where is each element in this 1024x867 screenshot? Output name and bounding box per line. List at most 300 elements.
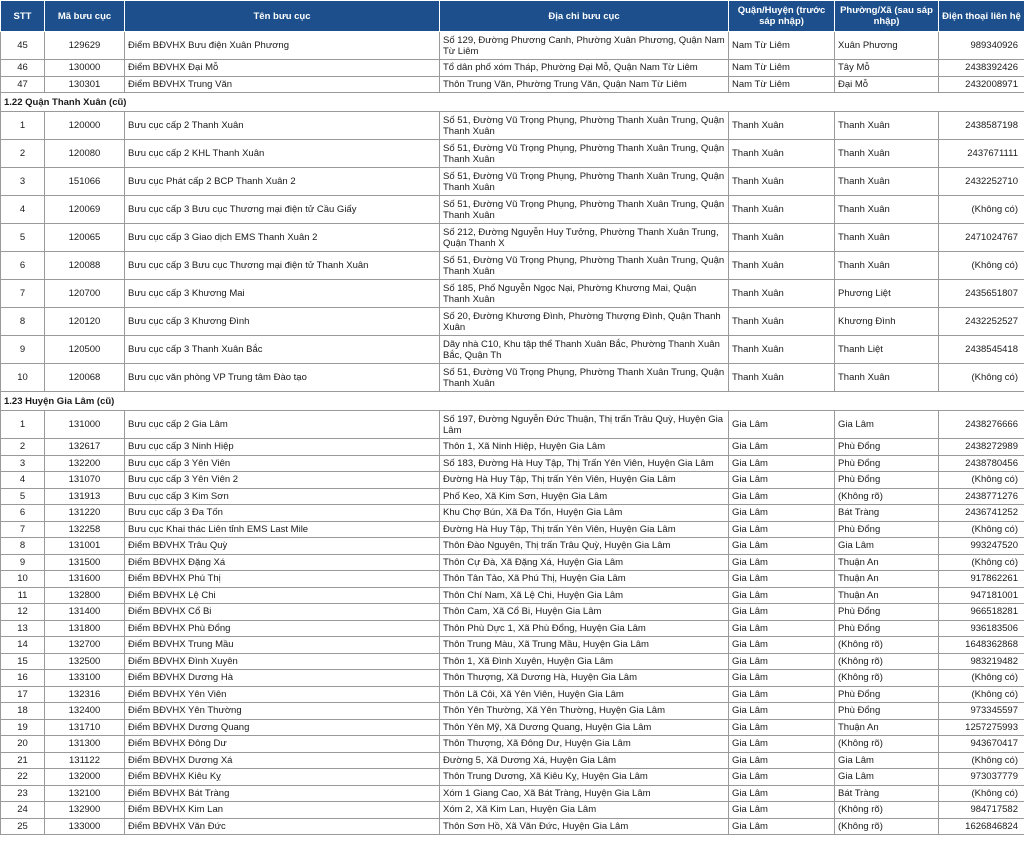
- table-row: [1, 112, 1024, 140]
- cell-address: Thôn Thượng, Xã Đông Dư, Huyện Gia Lâm: [440, 736, 729, 753]
- cell-ward: Phù Đổng: [835, 620, 939, 637]
- cell-stt: 15: [1, 653, 45, 670]
- cell-address: Xóm 1 Giang Cao, Xã Bát Tràng, Huyện Gia Lâm: [440, 785, 729, 802]
- cell-phone: 989340926: [939, 32, 1024, 60]
- cell-ward: Thanh Xuân: [835, 224, 939, 252]
- cell-phone: 2438392426: [939, 60, 1024, 77]
- table-row: [1, 439, 1024, 456]
- cell-name: Bưu cục cấp 3 Khương Mai: [125, 280, 440, 308]
- cell-address: Thôn Trung Văn, Phường Trung Văn, Quận Nam Từ Liêm: [440, 76, 729, 93]
- cell-district: Gia Lâm: [729, 538, 835, 555]
- cell-ward: Xuân Phương: [835, 32, 939, 60]
- cell-code: 131122: [45, 752, 125, 769]
- cell-phone: 1626846824: [939, 818, 1024, 835]
- cell-phone: (Không có): [939, 364, 1024, 392]
- cell-stt: 9: [1, 336, 45, 364]
- cell-district: Thanh Xuân: [729, 280, 835, 308]
- cell-district: Gia Lâm: [729, 752, 835, 769]
- table-row: [1, 140, 1024, 168]
- cell-code: 132800: [45, 587, 125, 604]
- cell-district: Gia Lâm: [729, 670, 835, 687]
- cell-name: Bưu cục cấp 3 Yên Viên 2: [125, 472, 440, 489]
- cell-district: Thanh Xuân: [729, 168, 835, 196]
- cell-ward: Phù Đổng: [835, 604, 939, 621]
- table-row: [1, 168, 1024, 196]
- cell-district: Gia Lâm: [729, 703, 835, 720]
- cell-address: Tổ dân phố xóm Tháp, Phường Đại Mỗ, Quận Nam Từ Liêm: [440, 60, 729, 77]
- table-row: [1, 308, 1024, 336]
- cell-name: Điểm BĐVHX Đình Xuyên: [125, 653, 440, 670]
- header-ward: Phường/Xã (sau sáp nhập): [835, 1, 939, 32]
- cell-name: Bưu cục Khai thác Liên tỉnh EMS Last Mile: [125, 521, 440, 538]
- cell-stt: 47: [1, 76, 45, 93]
- table-body: [1, 32, 1024, 835]
- cell-name: Bưu cục cấp 3 Thanh Xuân Bắc: [125, 336, 440, 364]
- table-row: [1, 521, 1024, 538]
- cell-phone: (Không có): [939, 196, 1024, 224]
- cell-name: Điểm BĐVHX Trâu Quỳ: [125, 538, 440, 555]
- cell-ward: (Không rõ): [835, 818, 939, 835]
- section-title: 1.23 Huyện Gia Lâm (cũ): [1, 392, 1024, 411]
- cell-phone: (Không có): [939, 785, 1024, 802]
- cell-name: Bưu cục cấp 3 Bưu cục Thương mại điện tử Cầu Giấy: [125, 196, 440, 224]
- cell-name: Điểm BĐVHX Dương Quang: [125, 719, 440, 736]
- cell-phone: 984717582: [939, 802, 1024, 819]
- table-row: [1, 752, 1024, 769]
- cell-district: Gia Lâm: [729, 554, 835, 571]
- header-address: Địa chỉ bưu cục: [440, 1, 729, 32]
- table-row: [1, 554, 1024, 571]
- cell-phone: (Không có): [939, 554, 1024, 571]
- cell-ward: Gia Lâm: [835, 752, 939, 769]
- cell-stt: 1: [1, 411, 45, 439]
- cell-code: 131913: [45, 488, 125, 505]
- cell-name: Điểm BĐVHX Trung Mầu: [125, 637, 440, 654]
- cell-phone: 1648362868: [939, 637, 1024, 654]
- cell-district: Nam Từ Liêm: [729, 60, 835, 77]
- cell-ward: Phù Đổng: [835, 703, 939, 720]
- section-title: 1.22 Quận Thanh Xuân (cũ): [1, 93, 1024, 112]
- cell-phone: (Không có): [939, 686, 1024, 703]
- header-row: [1, 1, 1024, 32]
- cell-ward: Gia Lâm: [835, 538, 939, 555]
- table-row: [1, 336, 1024, 364]
- cell-stt: 11: [1, 587, 45, 604]
- cell-stt: 2: [1, 140, 45, 168]
- cell-phone: 2436741252: [939, 505, 1024, 522]
- cell-address: Số 51, Đường Vũ Trọng Phụng, Phường Thanh Xuân Trung, Quận Thanh Xuân: [440, 168, 729, 196]
- cell-phone: (Không có): [939, 472, 1024, 489]
- cell-name: Bưu cục cấp 3 Giao dịch EMS Thanh Xuân 2: [125, 224, 440, 252]
- header-phone: Điện thoại liên hệ: [939, 1, 1024, 32]
- header-stt: STT: [1, 1, 45, 32]
- cell-phone: (Không có): [939, 521, 1024, 538]
- cell-district: Gia Lâm: [729, 719, 835, 736]
- cell-phone: (Không có): [939, 752, 1024, 769]
- cell-phone: 2432252527: [939, 308, 1024, 336]
- cell-address: Dãy nhà C10, Khu tập thể Thanh Xuân Bắc, Phường Thanh Xuân Bắc, Quận Th: [440, 336, 729, 364]
- cell-stt: 20: [1, 736, 45, 753]
- cell-phone: 973037779: [939, 769, 1024, 786]
- cell-code: 130301: [45, 76, 125, 93]
- cell-address: Đường Hà Huy Tập, Thị trấn Yên Viên, Huyện Gia Lâm: [440, 521, 729, 538]
- cell-ward: (Không rõ): [835, 488, 939, 505]
- cell-ward: Tây Mỗ: [835, 60, 939, 77]
- cell-code: 132200: [45, 455, 125, 472]
- table-row: [1, 224, 1024, 252]
- table-row: [1, 196, 1024, 224]
- cell-ward: (Không rõ): [835, 802, 939, 819]
- cell-ward: Thanh Xuân: [835, 140, 939, 168]
- cell-address: Số 51, Đường Vũ Trọng Phụng, Phường Thanh Xuân Trung, Quận Thanh Xuân: [440, 112, 729, 140]
- cell-phone: 2471024767: [939, 224, 1024, 252]
- cell-name: Điểm BĐVHX Đặng Xá: [125, 554, 440, 571]
- cell-stt: 2: [1, 439, 45, 456]
- cell-ward: Thanh Xuân: [835, 112, 939, 140]
- cell-code: 120088: [45, 252, 125, 280]
- section-header-row: [1, 392, 1024, 411]
- cell-name: Điểm BĐVHX Bát Tràng: [125, 785, 440, 802]
- cell-phone: (Không có): [939, 252, 1024, 280]
- cell-code: 132400: [45, 703, 125, 720]
- table-row: [1, 472, 1024, 489]
- cell-name: Điểm BĐVHX Phù Đổng: [125, 620, 440, 637]
- cell-district: Gia Lâm: [729, 686, 835, 703]
- table-row: [1, 76, 1024, 93]
- cell-district: Gia Lâm: [729, 472, 835, 489]
- table-row: [1, 411, 1024, 439]
- cell-address: Số 51, Đường Vũ Trọng Phụng, Phường Thanh Xuân Trung, Quận Thanh Xuân: [440, 364, 729, 392]
- cell-stt: 45: [1, 32, 45, 60]
- cell-address: Thôn Cự Đà, Xã Đặng Xá, Huyện Gia Lâm: [440, 554, 729, 571]
- cell-stt: 3: [1, 455, 45, 472]
- cell-stt: 9: [1, 554, 45, 571]
- cell-phone: 2438276666: [939, 411, 1024, 439]
- cell-district: Thanh Xuân: [729, 336, 835, 364]
- cell-district: Gia Lâm: [729, 785, 835, 802]
- table-row: [1, 538, 1024, 555]
- cell-stt: 7: [1, 521, 45, 538]
- cell-district: Gia Lâm: [729, 411, 835, 439]
- cell-address: Số 212, Đường Nguyễn Huy Tưởng, Phường Thanh Xuân Trung, Quận Thanh X: [440, 224, 729, 252]
- table-row: [1, 785, 1024, 802]
- cell-stt: 13: [1, 620, 45, 637]
- cell-address: Số 51, Đường Vũ Trọng Phụng, Phường Thanh Xuân Trung, Quận Thanh Xuân: [440, 252, 729, 280]
- cell-ward: Thuận An: [835, 571, 939, 588]
- cell-ward: Phù Đổng: [835, 521, 939, 538]
- cell-district: Thanh Xuân: [729, 196, 835, 224]
- cell-district: Gia Lâm: [729, 571, 835, 588]
- cell-phone: 993247520: [939, 538, 1024, 555]
- table-row: [1, 587, 1024, 604]
- table-row: [1, 620, 1024, 637]
- cell-phone: 2438272989: [939, 439, 1024, 456]
- cell-phone: 2438545418: [939, 336, 1024, 364]
- cell-name: Điểm BĐVHX Kim Lan: [125, 802, 440, 819]
- cell-stt: 10: [1, 571, 45, 588]
- cell-phone: 2438587198: [939, 112, 1024, 140]
- cell-name: Điểm BĐVHX Bưu điện Xuân Phương: [125, 32, 440, 60]
- cell-code: 129629: [45, 32, 125, 60]
- cell-code: 132900: [45, 802, 125, 819]
- cell-ward: Phù Đổng: [835, 439, 939, 456]
- table-row: [1, 571, 1024, 588]
- cell-stt: 19: [1, 719, 45, 736]
- cell-ward: Gia Lâm: [835, 411, 939, 439]
- cell-code: 131500: [45, 554, 125, 571]
- cell-name: Điểm BĐVHX Kiêu Kỵ: [125, 769, 440, 786]
- cell-district: Gia Lâm: [729, 521, 835, 538]
- cell-district: Thanh Xuân: [729, 112, 835, 140]
- cell-stt: 17: [1, 686, 45, 703]
- table-header: [1, 1, 1024, 32]
- cell-phone: 2437671111: [939, 140, 1024, 168]
- cell-stt: 8: [1, 538, 45, 555]
- table-row: [1, 604, 1024, 621]
- cell-name: Bưu cục văn phòng VP Trung tâm Đào tạo: [125, 364, 440, 392]
- cell-ward: Thuận An: [835, 587, 939, 604]
- cell-stt: 12: [1, 604, 45, 621]
- table-row: [1, 455, 1024, 472]
- cell-address: Khu Chợ Bún, Xã Đa Tốn, Huyện Gia Lâm: [440, 505, 729, 522]
- cell-ward: Phù Đổng: [835, 455, 939, 472]
- cell-ward: (Không rõ): [835, 736, 939, 753]
- table-row: [1, 736, 1024, 753]
- cell-address: Thôn Yên Mỹ, Xã Dương Quang, Huyện Gia Lâm: [440, 719, 729, 736]
- cell-stt: 14: [1, 637, 45, 654]
- cell-name: Điểm BĐVHX Đại Mỗ: [125, 60, 440, 77]
- cell-address: Thôn Trung Màu, Xã Trung Mầu, Huyện Gia Lâm: [440, 637, 729, 654]
- cell-name: Điểm BĐVHX Phú Thị: [125, 571, 440, 588]
- cell-address: Thôn Lã Côi, Xã Yên Viên, Huyện Gia Lâm: [440, 686, 729, 703]
- cell-address: Đường 5, Xã Dương Xá, Huyện Gia Lâm: [440, 752, 729, 769]
- cell-address: Số 20, Đường Khương Đình, Phường Thượng Đình, Quận Thanh Xuân: [440, 308, 729, 336]
- cell-name: Bưu cục cấp 2 Gia Lâm: [125, 411, 440, 439]
- cell-code: 132100: [45, 785, 125, 802]
- table-row: [1, 60, 1024, 77]
- cell-address: Số 183, Đường Hà Huy Tập, Thị Trấn Yên Viên, Huyện Gia Lâm: [440, 455, 729, 472]
- cell-ward: Bát Tràng: [835, 505, 939, 522]
- cell-ward: Thanh Xuân: [835, 196, 939, 224]
- table-row: [1, 364, 1024, 392]
- cell-code: 120000: [45, 112, 125, 140]
- cell-district: Thanh Xuân: [729, 308, 835, 336]
- cell-ward: Thanh Xuân: [835, 252, 939, 280]
- section-header-row: [1, 93, 1024, 112]
- cell-stt: 25: [1, 818, 45, 835]
- cell-name: Bưu cục Phát cấp 2 BCP Thanh Xuân 2: [125, 168, 440, 196]
- cell-district: Gia Lâm: [729, 637, 835, 654]
- cell-district: Gia Lâm: [729, 488, 835, 505]
- cell-ward: Thuận An: [835, 719, 939, 736]
- cell-stt: 5: [1, 224, 45, 252]
- cell-address: Đường Hà Huy Tập, Thị trấn Yên Viên, Huyện Gia Lâm: [440, 472, 729, 489]
- cell-address: Thôn Thượng, Xã Dương Hà, Huyện Gia Lâm: [440, 670, 729, 687]
- header-district: Quận/Huyện (trước sáp nhập): [729, 1, 835, 32]
- cell-stt: 10: [1, 364, 45, 392]
- cell-stt: 1: [1, 112, 45, 140]
- cell-code: 120069: [45, 196, 125, 224]
- table-row: [1, 670, 1024, 687]
- cell-code: 120068: [45, 364, 125, 392]
- cell-code: 133100: [45, 670, 125, 687]
- cell-name: Điểm BĐVHX Dương Hà: [125, 670, 440, 687]
- cell-code: 132316: [45, 686, 125, 703]
- cell-stt: 22: [1, 769, 45, 786]
- cell-code: 131000: [45, 411, 125, 439]
- cell-district: Gia Lâm: [729, 604, 835, 621]
- cell-code: 130000: [45, 60, 125, 77]
- cell-stt: 16: [1, 670, 45, 687]
- cell-address: Thôn Trung Dương, Xã Kiêu Kỵ, Huyện Gia Lâm: [440, 769, 729, 786]
- cell-stt: 46: [1, 60, 45, 77]
- cell-code: 131001: [45, 538, 125, 555]
- cell-ward: Gia Lâm: [835, 769, 939, 786]
- cell-ward: Phương Liệt: [835, 280, 939, 308]
- cell-stt: 18: [1, 703, 45, 720]
- cell-phone: 983219482: [939, 653, 1024, 670]
- cell-district: Gia Lâm: [729, 736, 835, 753]
- cell-district: Nam Từ Liêm: [729, 76, 835, 93]
- cell-code: 132500: [45, 653, 125, 670]
- cell-phone: 2435651807: [939, 280, 1024, 308]
- cell-code: 132700: [45, 637, 125, 654]
- cell-address: Số 51, Đường Vũ Trọng Phụng, Phường Thanh Xuân Trung, Quận Thanh Xuân: [440, 196, 729, 224]
- cell-code: 120080: [45, 140, 125, 168]
- cell-ward: Thanh Liệt: [835, 336, 939, 364]
- cell-address: Thôn Chí Nam, Xã Lệ Chi, Huyện Gia Lâm: [440, 587, 729, 604]
- cell-phone: 2432252710: [939, 168, 1024, 196]
- cell-phone: 2432008971: [939, 76, 1024, 93]
- cell-stt: 24: [1, 802, 45, 819]
- table-row: [1, 280, 1024, 308]
- header-name: Tên bưu cục: [125, 1, 440, 32]
- cell-stt: 23: [1, 785, 45, 802]
- cell-district: Gia Lâm: [729, 802, 835, 819]
- table-row: [1, 505, 1024, 522]
- cell-address: Thôn Tân Tảo, Xã Phú Thị, Huyện Gia Lâm: [440, 571, 729, 588]
- cell-district: Gia Lâm: [729, 818, 835, 835]
- cell-phone: 947181001: [939, 587, 1024, 604]
- cell-phone: 1257275993: [939, 719, 1024, 736]
- cell-ward: Khương Đình: [835, 308, 939, 336]
- cell-code: 132000: [45, 769, 125, 786]
- cell-code: 131710: [45, 719, 125, 736]
- cell-ward: Thanh Xuân: [835, 168, 939, 196]
- cell-name: Bưu cục cấp 3 Đa Tốn: [125, 505, 440, 522]
- cell-name: Bưu cục cấp 2 KHL Thanh Xuân: [125, 140, 440, 168]
- cell-district: Thanh Xuân: [729, 140, 835, 168]
- cell-address: Thôn Đào Nguyên, Thị trấn Trâu Quỳ, Huyện Gia Lâm: [440, 538, 729, 555]
- cell-stt: 6: [1, 252, 45, 280]
- cell-address: Thôn Yên Thường, Xã Yên Thường, Huyện Gia Lâm: [440, 703, 729, 720]
- cell-name: Bưu cục cấp 2 Thanh Xuân: [125, 112, 440, 140]
- cell-address: Xóm 2, Xã Kim Lan, Huyện Gia Lâm: [440, 802, 729, 819]
- cell-name: Bưu cục cấp 3 Ninh Hiệp: [125, 439, 440, 456]
- cell-ward: Thuận An: [835, 554, 939, 571]
- cell-name: Điểm BĐVHX Văn Đức: [125, 818, 440, 835]
- cell-address: Số 129, Đường Phương Canh, Phường Xuân Phương, Quận Nam Từ Liêm: [440, 32, 729, 60]
- cell-district: Gia Lâm: [729, 455, 835, 472]
- cell-phone: 973345597: [939, 703, 1024, 720]
- cell-code: 120500: [45, 336, 125, 364]
- cell-name: Điểm BĐVHX Dương Xá: [125, 752, 440, 769]
- cell-address: Số 197, Đường Nguyễn Đức Thuận, Thị trấn Trâu Quỳ, Huyện Gia Lâm: [440, 411, 729, 439]
- cell-code: 131600: [45, 571, 125, 588]
- cell-address: Thôn Sơn Hồ, Xã Văn Đức, Huyện Gia Lâm: [440, 818, 729, 835]
- cell-address: Thôn 1, Xã Ninh Hiệp, Huyện Gia Lâm: [440, 439, 729, 456]
- cell-code: 131800: [45, 620, 125, 637]
- cell-district: Nam Từ Liêm: [729, 32, 835, 60]
- cell-code: 131400: [45, 604, 125, 621]
- cell-address: Thôn 1, Xã Đình Xuyên, Huyện Gia Lâm: [440, 653, 729, 670]
- cell-stt: 4: [1, 472, 45, 489]
- cell-district: Thanh Xuân: [729, 252, 835, 280]
- table-row: [1, 703, 1024, 720]
- table-row: [1, 32, 1024, 60]
- cell-stt: 3: [1, 168, 45, 196]
- cell-ward: (Không rõ): [835, 653, 939, 670]
- table-row: [1, 818, 1024, 835]
- table-row: [1, 769, 1024, 786]
- cell-name: Điểm BĐVHX Yên Viên: [125, 686, 440, 703]
- cell-name: Điểm BĐVHX Lệ Chi: [125, 587, 440, 604]
- cell-stt: 21: [1, 752, 45, 769]
- cell-code: 131300: [45, 736, 125, 753]
- cell-phone: 966518281: [939, 604, 1024, 621]
- header-code: Mã bưu cục: [45, 1, 125, 32]
- cell-district: Gia Lâm: [729, 653, 835, 670]
- cell-ward: (Không rõ): [835, 670, 939, 687]
- table-row: [1, 252, 1024, 280]
- cell-stt: 6: [1, 505, 45, 522]
- cell-code: 131070: [45, 472, 125, 489]
- cell-address: Số 51, Đường Vũ Trọng Phụng, Phường Thanh Xuân Trung, Quận Thanh Xuân: [440, 140, 729, 168]
- cell-phone: 917862261: [939, 571, 1024, 588]
- cell-code: 132617: [45, 439, 125, 456]
- table-row: [1, 488, 1024, 505]
- cell-stt: 4: [1, 196, 45, 224]
- cell-ward: (Không rõ): [835, 637, 939, 654]
- cell-district: Gia Lâm: [729, 505, 835, 522]
- cell-phone: 936183506: [939, 620, 1024, 637]
- cell-ward: Bát Tràng: [835, 785, 939, 802]
- cell-ward: Phù Đổng: [835, 686, 939, 703]
- cell-code: 120700: [45, 280, 125, 308]
- cell-district: Gia Lâm: [729, 620, 835, 637]
- cell-name: Bưu cục cấp 3 Bưu cục Thương mại điện tử Thanh Xuân: [125, 252, 440, 280]
- cell-name: Điểm BĐVHX Cổ Bi: [125, 604, 440, 621]
- cell-name: Điểm BĐVHX Trung Văn: [125, 76, 440, 93]
- cell-phone: (Không có): [939, 670, 1024, 687]
- cell-district: Gia Lâm: [729, 587, 835, 604]
- cell-code: 120120: [45, 308, 125, 336]
- cell-stt: 7: [1, 280, 45, 308]
- cell-address: Thôn Phù Dực 1, Xã Phù Đổng, Huyện Gia Lâm: [440, 620, 729, 637]
- cell-name: Điểm BĐVHX Yên Thường: [125, 703, 440, 720]
- cell-name: Điểm BĐVHX Đông Dư: [125, 736, 440, 753]
- table-row: [1, 802, 1024, 819]
- cell-district: Thanh Xuân: [729, 364, 835, 392]
- cell-code: 151066: [45, 168, 125, 196]
- cell-ward: Phù Đổng: [835, 472, 939, 489]
- cell-code: 132258: [45, 521, 125, 538]
- cell-phone: 2438780456: [939, 455, 1024, 472]
- cell-code: 131220: [45, 505, 125, 522]
- cell-phone: 2438771276: [939, 488, 1024, 505]
- cell-phone: 943670417: [939, 736, 1024, 753]
- cell-name: Bưu cục cấp 3 Kim Sơn: [125, 488, 440, 505]
